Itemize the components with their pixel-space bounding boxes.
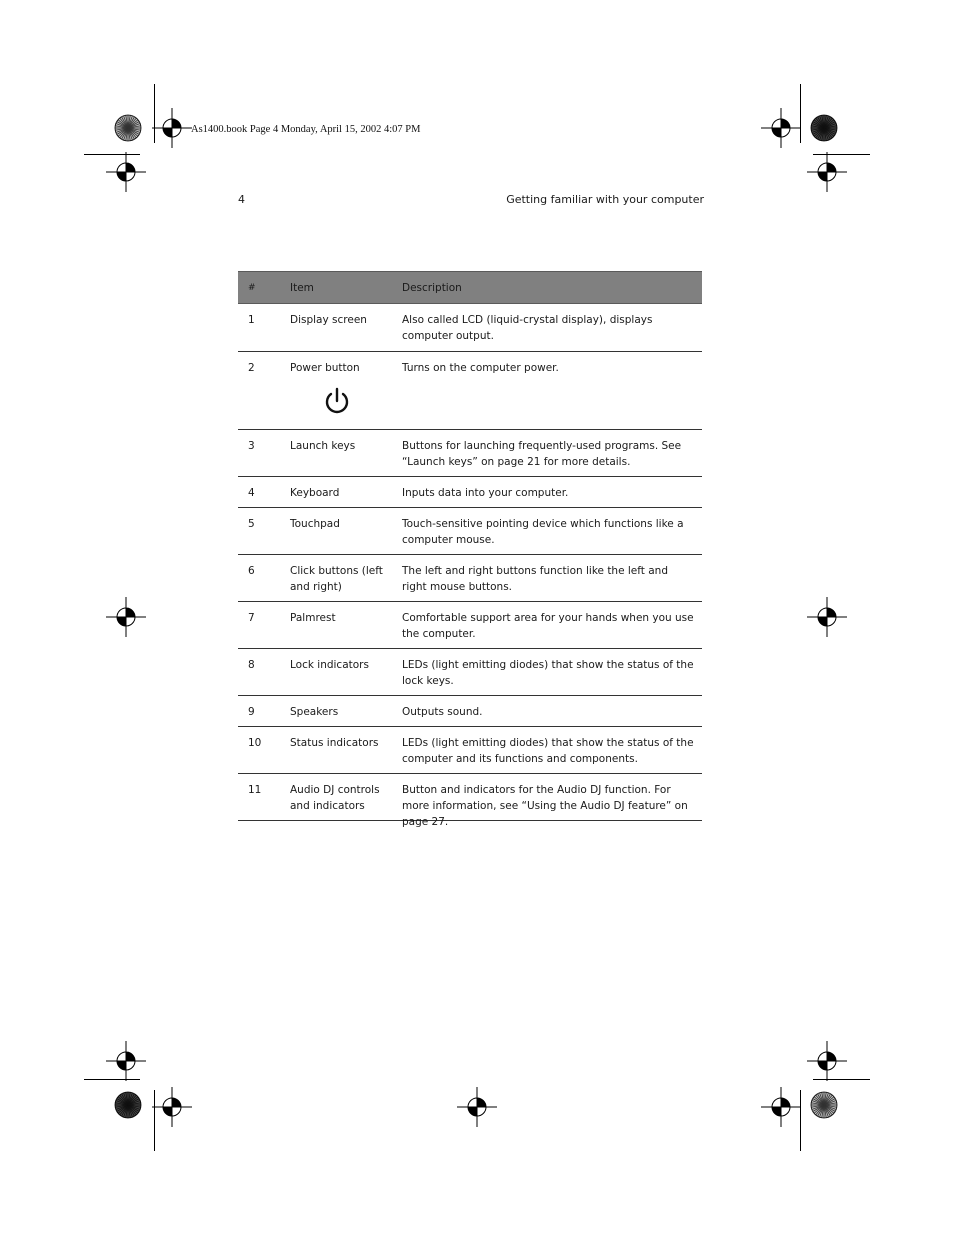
- row-description: Comfortable support area for your hands when you use the computer.: [402, 612, 694, 640]
- row-number: 9: [248, 706, 255, 718]
- crop-line: [813, 1079, 870, 1080]
- row-description: Also called LCD (liquid-crystal display), displays computer output.: [402, 314, 653, 342]
- row-description: Turns on the computer power.: [402, 362, 559, 374]
- table-row: [238, 696, 702, 727]
- component-table: [238, 271, 702, 828]
- registration-crosshair-icon: [805, 595, 849, 639]
- section-title: Getting familiar with your computer: [506, 193, 704, 206]
- row-item: Speakers: [290, 706, 339, 718]
- registration-crosshair-icon: [805, 1039, 849, 1083]
- registration-crosshair-icon: [150, 106, 194, 150]
- registration-crosshair-icon: [455, 1085, 499, 1129]
- row-description: Buttons for launching frequently-used programs. See “Launch keys” on page 21 for more details.: [402, 440, 682, 468]
- color-starburst-icon: [810, 1091, 838, 1119]
- table-row: [238, 649, 702, 696]
- table-row: [238, 774, 702, 828]
- row-item: Audio DJ controls and indicators: [290, 784, 380, 812]
- row-item: Touchpad: [290, 518, 340, 530]
- registration-crosshair-icon: [150, 1085, 194, 1129]
- row-description: Outputs sound.: [402, 706, 483, 718]
- row-description: Button and indicators for the Audio DJ function. For more information, see “Using the Audio DJ feature” on page 27.: [402, 784, 688, 828]
- table-header: [238, 271, 702, 304]
- crop-line: [813, 154, 870, 155]
- table-row: [238, 304, 702, 352]
- header-description: Description: [402, 281, 462, 294]
- row-number: 6: [248, 565, 255, 577]
- header-number: #: [248, 282, 256, 293]
- row-description: LEDs (light emitting diodes) that show the status of the computer and its functions and components.: [402, 737, 694, 765]
- registration-crosshair-icon: [805, 150, 849, 194]
- row-number: 3: [248, 440, 255, 452]
- table-row: [238, 555, 702, 602]
- header-item: Item: [290, 281, 314, 294]
- row-item-cell: [290, 352, 402, 429]
- row-item: Status indicators: [290, 737, 379, 749]
- table-row: [238, 602, 702, 649]
- row-item: Display screen: [290, 314, 367, 326]
- crop-line: [84, 154, 140, 155]
- row-item: Power button: [290, 362, 360, 374]
- crop-line: [84, 1079, 140, 1080]
- page-number: 4: [238, 193, 245, 206]
- row-description: Inputs data into your computer.: [402, 487, 569, 499]
- row-number: 2: [248, 362, 255, 374]
- table-row: [238, 508, 702, 555]
- registration-crosshair-icon: [759, 1085, 803, 1129]
- row-number: 8: [248, 659, 255, 671]
- registration-crosshair-icon: [104, 150, 148, 194]
- print-slug: As1400.book Page 4 Monday, April 15, 2002 4:07 PM: [191, 124, 421, 135]
- running-header: [238, 193, 704, 206]
- color-starburst-icon: [114, 1091, 142, 1119]
- row-number: 7: [248, 612, 255, 624]
- row-item: Palmrest: [290, 612, 336, 624]
- color-starburst-icon: [810, 114, 838, 142]
- crop-line: [800, 84, 801, 143]
- row-item: Click buttons (left and right): [290, 565, 383, 593]
- crop-line: [154, 84, 155, 143]
- table-row: [238, 352, 702, 430]
- row-number: 11: [248, 784, 262, 796]
- row-item: Keyboard: [290, 487, 340, 499]
- table-row: [238, 477, 702, 508]
- row-item: Launch keys: [290, 440, 356, 452]
- row-number: 10: [248, 737, 262, 749]
- registration-crosshair-icon: [104, 595, 148, 639]
- row-number: 1: [248, 314, 255, 326]
- crop-line: [154, 1090, 155, 1151]
- row-description: LEDs (light emitting diodes) that show the status of the lock keys.: [402, 659, 694, 687]
- row-description: Touch-sensitive pointing device which functions like a computer mouse.: [402, 518, 684, 546]
- row-description: The left and right buttons function like the left and right mouse buttons.: [402, 565, 668, 593]
- table-row: [238, 430, 702, 477]
- crop-line: [800, 1090, 801, 1151]
- registration-crosshair-icon: [104, 1039, 148, 1083]
- color-starburst-icon: [114, 114, 142, 142]
- power-icon: [323, 386, 351, 416]
- row-item: Lock indicators: [290, 659, 369, 671]
- registration-crosshair-icon: [759, 106, 803, 150]
- table-row: [238, 727, 702, 774]
- row-number: 5: [248, 518, 255, 530]
- row-number: 4: [248, 487, 255, 499]
